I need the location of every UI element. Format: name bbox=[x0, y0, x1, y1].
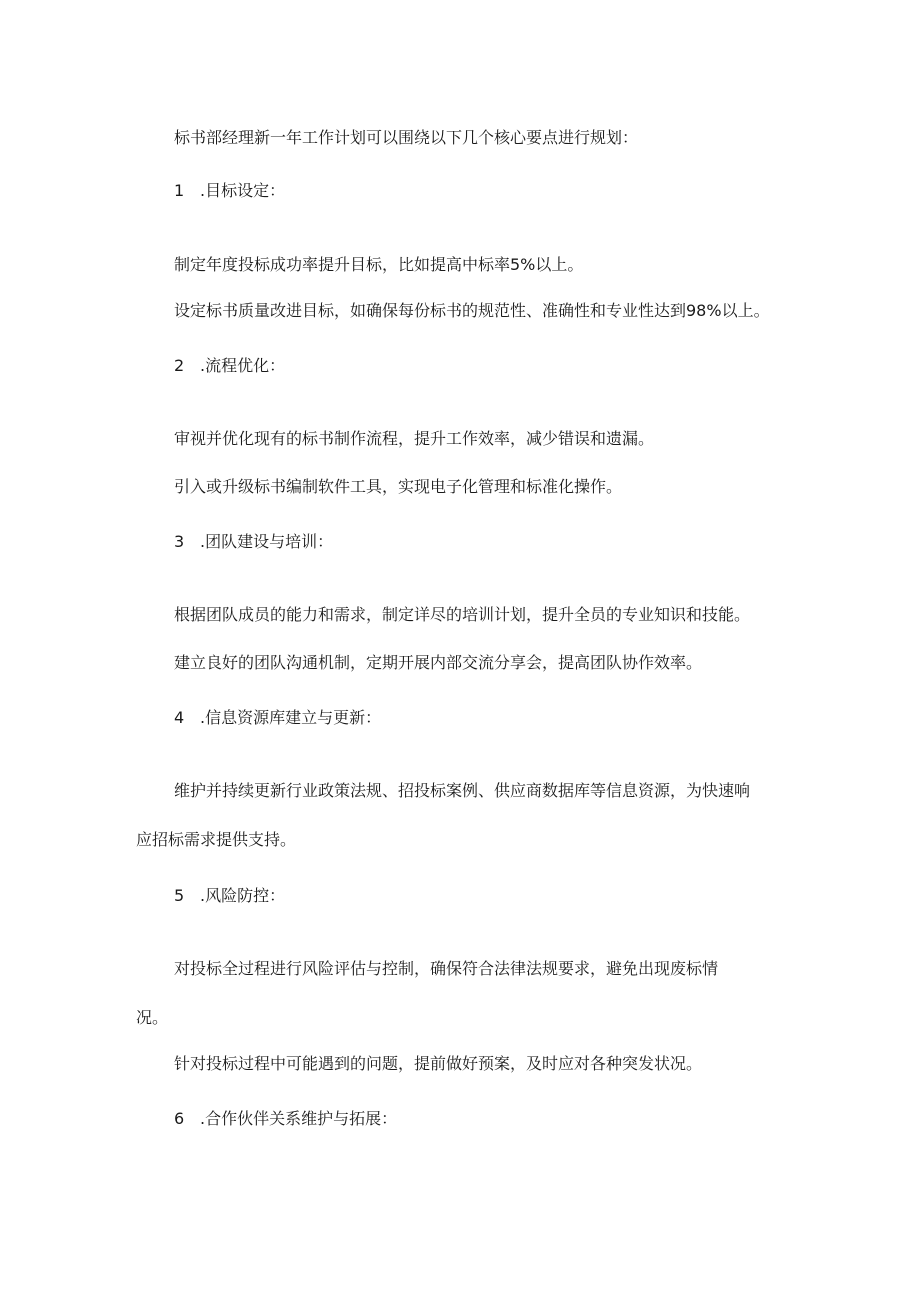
section-title: .目标设定： bbox=[200, 181, 286, 200]
section-heading-5 bbox=[174, 885, 285, 907]
section-title: .流程优化： bbox=[200, 356, 286, 375]
paragraph: 建立良好的团队沟通机制，定期开展内部交流分享会，提高团队协作效率。 bbox=[174, 653, 703, 672]
paragraph: 对投标全过程进行风险评估与控制，确保符合法律法规要求，避免出现废标情 bbox=[174, 959, 719, 978]
section-number: 1 bbox=[174, 181, 185, 200]
section-heading-6 bbox=[174, 1108, 397, 1130]
section-number: 5 bbox=[174, 886, 185, 905]
section-heading-1 bbox=[174, 180, 285, 202]
paragraph: 根据团队成员的能力和需求，制定详尽的培训计划，提升全员的专业知识和技能。 bbox=[174, 605, 751, 624]
intro-text: 标书部经理新一年工作计划可以围绕以下几个核心要点进行规划： bbox=[174, 128, 639, 147]
section-heading-2 bbox=[174, 355, 285, 377]
paragraph-continuation: 况。 bbox=[136, 1008, 169, 1027]
paragraph: 维护并持续更新行业政策法规、招投标案例、供应商数据库等信息资源，为快速响 bbox=[174, 781, 751, 800]
section-number: 6 bbox=[174, 1109, 185, 1128]
section-title: .合作伙伴关系维护与拓展： bbox=[200, 1109, 398, 1128]
section-title: .团队建设与培训： bbox=[200, 532, 334, 551]
section-heading-4 bbox=[174, 707, 381, 729]
section-title: .信息资源库建立与更新： bbox=[200, 708, 382, 727]
section-number: 2 bbox=[174, 356, 185, 375]
paragraph: 设定标书质量改进目标，如确保每份标书的规范性、准确性和专业性达到98%以上。 bbox=[174, 301, 770, 320]
section-number: 4 bbox=[174, 708, 185, 727]
section-number: 3 bbox=[174, 532, 185, 551]
paragraph: 针对投标过程中可能遇到的问题，提前做好预案，及时应对各种突发状况。 bbox=[174, 1054, 703, 1073]
paragraph: 制定年度投标成功率提升目标，比如提高中标率5%以上。 bbox=[174, 255, 584, 274]
section-heading-3 bbox=[174, 531, 333, 553]
section-title: .风险防控： bbox=[200, 886, 286, 905]
paragraph-continuation: 应招标需求提供支持。 bbox=[136, 830, 297, 849]
paragraph: 引入或升级标书编制软件工具，实现电子化管理和标准化操作。 bbox=[174, 477, 623, 496]
paragraph: 审视并优化现有的标书制作流程，提升工作效率，减少错误和遗漏。 bbox=[174, 429, 655, 448]
